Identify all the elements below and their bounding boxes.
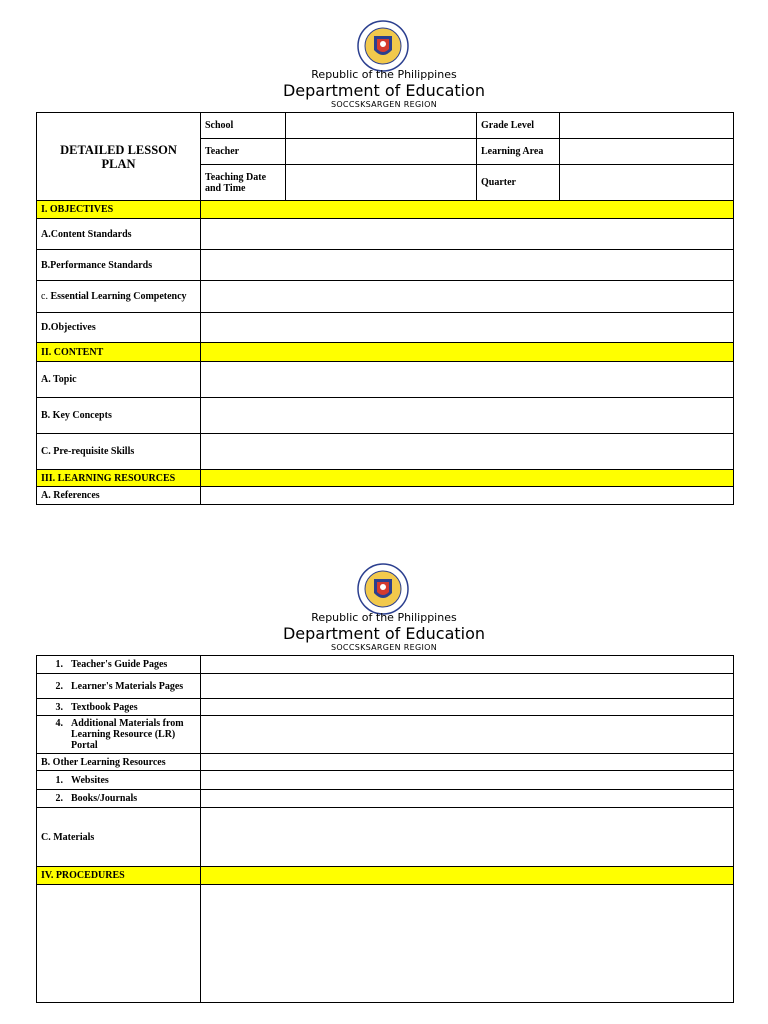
date-time-field[interactable] <box>286 165 477 201</box>
objectives-label: D.Objectives <box>37 313 201 343</box>
guide-pages-label <box>37 656 201 674</box>
item-text: Learner's Materials Pages <box>71 680 184 692</box>
teacher-field[interactable] <box>286 139 477 165</box>
grade-level-field[interactable] <box>560 113 734 139</box>
item-text: Websites <box>71 774 109 786</box>
plan-title: DETAILED LESSON PLAN <box>37 113 201 201</box>
content-heading-fill <box>201 343 734 362</box>
grade-level-label: Grade Level <box>477 113 560 139</box>
other-resources-label: B. Other Learning Resources <box>37 754 201 771</box>
department-title: Department of Education <box>282 624 486 643</box>
procedures-heading: IV. PROCEDURES <box>37 867 201 885</box>
resources-heading: III. LEARNING RESOURCES <box>37 470 201 487</box>
school-field[interactable] <box>286 113 477 139</box>
books-journals-label <box>37 790 201 808</box>
quarter-label: Quarter <box>477 165 560 201</box>
item-number: 1. <box>55 774 63 786</box>
textbook-pages-label <box>37 699 201 716</box>
lesson-plan-table-1 <box>36 112 734 505</box>
websites-field[interactable] <box>201 771 734 790</box>
item-text: Textbook Pages <box>71 701 138 713</box>
objectives-heading-fill <box>201 201 734 219</box>
performance-standards-label: B.Performance Standards <box>37 250 201 281</box>
websites-label <box>37 771 201 790</box>
department-title: Department of Education <box>282 81 486 100</box>
learner-materials-field[interactable] <box>201 674 734 699</box>
guide-pages-field[interactable] <box>201 656 734 674</box>
lesson-plan-table-2 <box>36 655 734 1003</box>
references-field[interactable] <box>201 487 734 505</box>
competency-field[interactable] <box>201 281 734 313</box>
item-number: 4. <box>55 718 63 729</box>
content-standards-field[interactable] <box>201 219 734 250</box>
quarter-field[interactable] <box>560 165 734 201</box>
learner-materials-label <box>37 674 201 699</box>
prerequisite-field[interactable] <box>201 434 734 470</box>
date-time-label: Teaching Date and Time <box>201 165 286 201</box>
procedures-heading-fill <box>201 867 734 885</box>
textbook-pages-field[interactable] <box>201 699 734 716</box>
republic-text: Republic of the Philippines <box>311 68 457 81</box>
region-text: SOCCSKSARGEN REGION <box>330 643 438 652</box>
materials-label: C. Materials <box>37 808 201 867</box>
region-text: SOCCSKSARGEN REGION <box>330 100 438 109</box>
item-text: Additional Materials from Learning Resource (LR) Portal <box>71 718 184 751</box>
references-label: A. References <box>37 487 201 505</box>
learning-area-label: Learning Area <box>477 139 560 165</box>
item-number: 2. <box>55 793 63 804</box>
deped-seal-icon <box>357 563 409 615</box>
competency-label <box>37 281 201 313</box>
prerequisite-label: C. Pre-requisite Skills <box>37 434 201 470</box>
additional-materials-field[interactable] <box>201 716 734 754</box>
school-label: School <box>201 113 286 139</box>
competency-text: Essential Learning Competency <box>50 291 187 302</box>
objectives-heading: I. OBJECTIVES <box>37 201 201 219</box>
topic-label: A. Topic <box>37 362 201 398</box>
item-number: 1. <box>55 659 63 670</box>
item-text: Teacher's Guide Pages <box>71 659 168 670</box>
performance-standards-field[interactable] <box>201 250 734 281</box>
additional-materials-label <box>37 716 201 754</box>
topic-field[interactable] <box>201 362 734 398</box>
other-resources-field[interactable] <box>201 754 734 771</box>
key-concepts-field[interactable] <box>201 398 734 434</box>
books-journals-field[interactable] <box>201 790 734 808</box>
procedures-field[interactable] <box>201 885 734 1003</box>
materials-field[interactable] <box>201 808 734 867</box>
content-standards-label: A.Content Standards <box>37 219 201 250</box>
item-number: 3. <box>55 701 63 713</box>
content-heading: II. CONTENT <box>37 343 201 362</box>
objectives-field[interactable] <box>201 313 734 343</box>
item-text: Books/Journals <box>71 793 138 804</box>
republic-text: Republic of the Philippines <box>311 611 457 624</box>
deped-seal-icon <box>357 20 409 72</box>
teacher-label: Teacher <box>201 139 286 165</box>
key-concepts-label: B. Key Concepts <box>37 398 201 434</box>
item-number: 2. <box>55 680 63 692</box>
procedures-step-cell[interactable] <box>37 885 201 1003</box>
resources-heading-fill <box>201 470 734 487</box>
competency-prefix: c. <box>41 291 48 302</box>
learning-area-field[interactable] <box>560 139 734 165</box>
